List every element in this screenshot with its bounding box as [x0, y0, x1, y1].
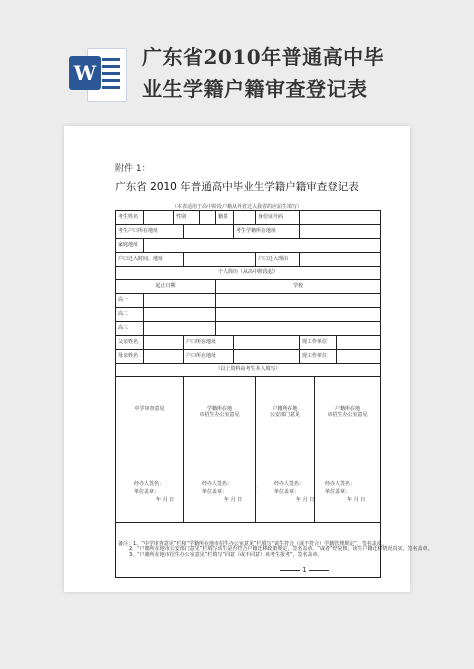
home-address-label: 家庭地址 — [116, 239, 144, 253]
opinion-cell-school-city — [184, 377, 256, 523]
mother-hukou-cell — [234, 350, 300, 364]
handler-signature-label: 经办人签名： — [274, 481, 305, 487]
mother-work-cell — [337, 350, 381, 364]
date-label: 年 月 日 — [224, 497, 243, 503]
registration-form-table — [115, 210, 433, 578]
document-page — [64, 126, 433, 592]
resume-school-cell — [216, 308, 381, 322]
opinion-heading: 中学审查意见 — [134, 405, 165, 412]
opinions-row — [116, 377, 381, 523]
migration-reason-cell — [300, 253, 381, 267]
form-row-address — [116, 239, 381, 253]
opinion-heading: 户籍所在地 市招生办公室意见 — [327, 406, 368, 418]
father-work-label: 现工作单位 — [300, 336, 337, 350]
resume-year-label: 高一 — [116, 294, 144, 308]
resume-row — [116, 308, 381, 322]
father-work-cell — [337, 336, 381, 350]
migration-reason-label: 户口迁入理由 — [256, 253, 300, 267]
form-row-migration — [116, 253, 381, 267]
resume-row — [116, 322, 381, 336]
id-cell — [300, 211, 381, 225]
mother-work-label: 现工作单位 — [300, 350, 337, 364]
resume-row — [116, 294, 381, 308]
resume-dates-cell — [144, 294, 216, 308]
origin-cell — [234, 211, 256, 225]
note-item: 3、“户籍所在地市招生办公室意见”栏填写“同意（或不同意）该考生报考”，签名盖章。 — [129, 551, 323, 558]
home-address-cell — [144, 239, 381, 253]
banner — [0, 0, 474, 112]
resume-dates-cell — [144, 308, 216, 322]
resume-dates-header: 起止日期 — [116, 280, 216, 294]
word-document-icon — [67, 44, 129, 106]
notes-row — [116, 523, 381, 578]
date-label: 年 月 日 — [296, 497, 315, 503]
opinion-cell-police — [256, 377, 315, 523]
document-title: 广东省 2010 年普通高中毕业生学籍户籍审查登记表 — [115, 181, 359, 193]
resume-dates-cell — [144, 322, 216, 336]
banner-title-line1: 广东省2010年普通高中毕 — [142, 45, 385, 69]
self-fill-note: （以上资料由考生本人填写） — [116, 364, 381, 377]
resume-school-cell — [216, 322, 381, 336]
notes-cell — [116, 523, 433, 578]
school-address-label: 考生学籍所在地址 — [234, 225, 300, 239]
opinion-cell-hukou-city — [315, 377, 381, 523]
note-item: 2、“户籍所在地市公安部门意见”栏填写该生是否符合户籍迁移政策规定，签名盖章。“或者”经复核，该生户籍迁移情况真实，签名盖章。 — [129, 546, 433, 553]
handler-signature-label: 经办人签名： — [325, 481, 356, 487]
date-label: 年 月 日 — [156, 497, 175, 504]
father-name-cell — [144, 336, 184, 350]
migration-time-label: 户口迁入时间、地址 — [116, 253, 184, 267]
opinion-heading: 户籍所在地 公安部门意见 — [270, 406, 301, 418]
banner-title-line2: 业生学籍户籍审查登记表 — [142, 77, 368, 101]
mother-row — [116, 350, 381, 364]
document-note: （本表适用于高中阶段户籍从外省迁入我省的应届生填写） — [171, 204, 302, 210]
form-row-hukou — [116, 225, 381, 239]
resume-year-label: 高二 — [116, 308, 144, 322]
mother-name-label: 母亲姓名 — [116, 350, 144, 364]
handler-signature-label: 经办人签名： — [134, 481, 165, 488]
father-hukou-label: 户口所在地址 — [184, 336, 234, 350]
origin-label: 籍贯 — [216, 211, 234, 225]
unit-seal-label: 单位盖章： — [325, 489, 351, 495]
gender-label: 性别 — [174, 211, 200, 225]
resume-school-cell — [216, 294, 381, 308]
father-hukou-cell — [234, 336, 300, 350]
notes-label: 备注： — [118, 540, 134, 547]
resume-title-row — [116, 267, 381, 280]
resume-year-label: 高三 — [116, 322, 144, 336]
unit-seal-label: 单位盖章： — [134, 489, 160, 496]
resume-title: 个人简历（从高中阶段起） — [116, 267, 381, 280]
id-label: 身份证号码 — [256, 211, 300, 225]
name-label: 考生姓名 — [116, 211, 144, 225]
self-fill-note-row — [116, 364, 381, 377]
note-item: 备注：1、“中学审查意见”栏和“学籍所在地市招生办公室意见”栏填写“该生符合（或不符合）学籍管理规定”，签名盖章。 — [118, 540, 387, 547]
gender-cell — [200, 211, 216, 225]
date-label: 年 月 日 — [347, 497, 366, 503]
migration-time-cell — [184, 253, 256, 267]
hukou-label: 考生户口所在地址 — [116, 225, 184, 239]
unit-seal-label: 单位盖章： — [274, 489, 300, 495]
handler-signature-label: 经办人签名： （ — [202, 481, 258, 494]
opinion-cell-school — [116, 377, 184, 523]
mother-name-cell — [144, 350, 184, 364]
form-row-basic — [116, 211, 381, 225]
resume-header-row — [116, 280, 381, 294]
unit-seal-label: 单位盖章： — [202, 489, 228, 495]
opinion-heading: 学籍所在地 市招生办公室意见 — [199, 406, 240, 418]
hukou-cell — [184, 225, 234, 239]
word-badge: W — [69, 56, 101, 90]
father-row — [116, 336, 381, 350]
father-name-label: 父亲姓名 — [116, 336, 144, 350]
resume-school-header: 学校 — [216, 280, 381, 294]
name-cell — [144, 211, 174, 225]
attachment-label: 附件 1： — [115, 164, 151, 174]
page-number: 1 — [280, 566, 329, 574]
school-address-cell — [300, 225, 381, 239]
mother-hukou-label: 户口所在地址 — [184, 350, 234, 364]
